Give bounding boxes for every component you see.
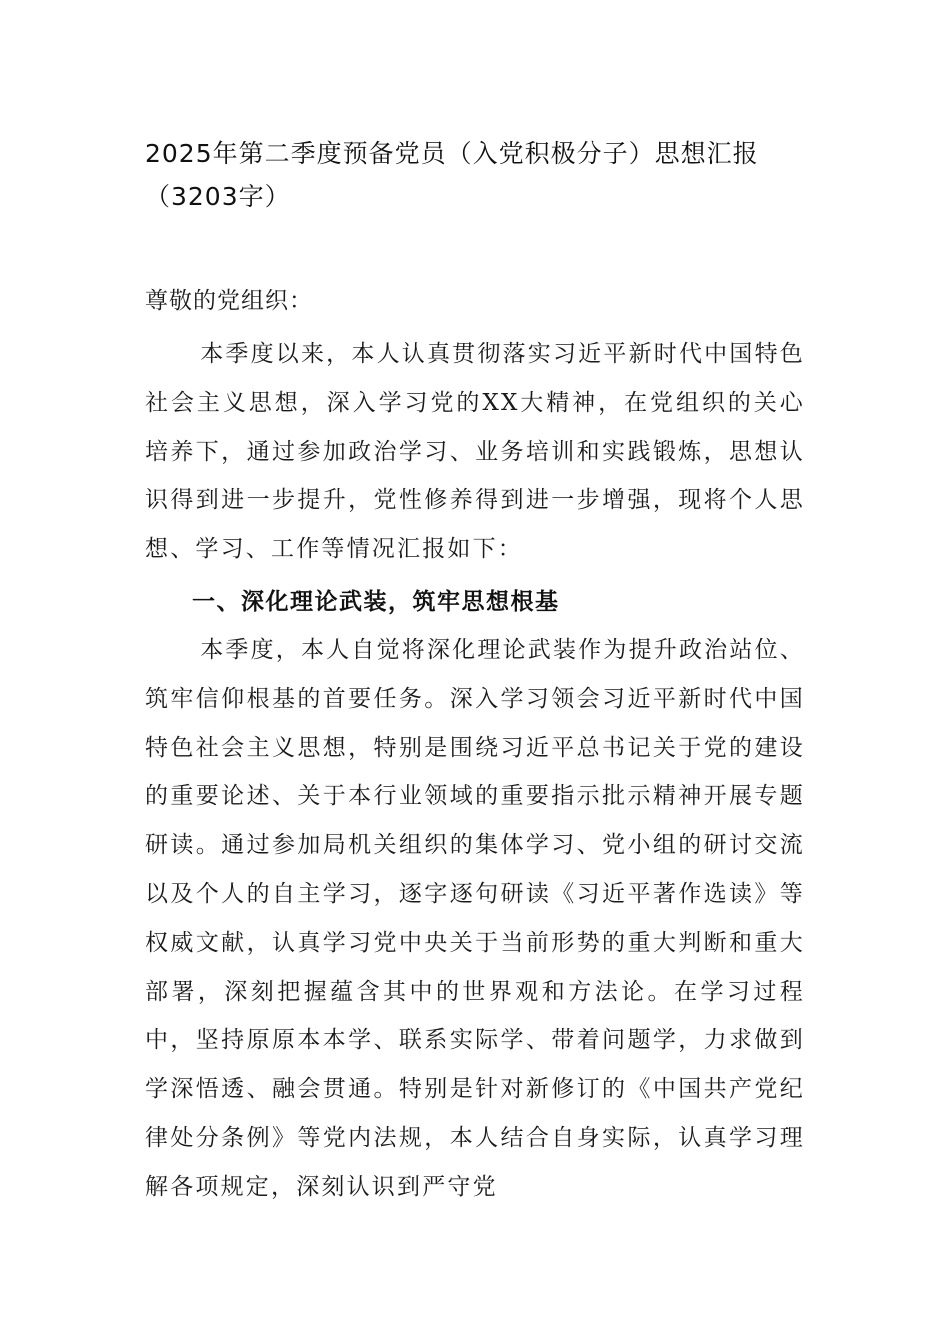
section-heading: 一、深化理论武装，筑牢思想根基: [192, 589, 560, 615]
salutation: 尊敬的党组织：: [145, 288, 313, 314]
intro-paragraph: 本季度以来，本人认真贯彻落实习近平新时代中国特色社会主义思想，深入学习党的XX大精神，在党组织的关心培养下，通过参加政治学习、业务培训和实践锻炼，思想认识得到进一步提升，党性修养得到进一步增强，现将个人思想、学习、工作等情况汇报如下：: [145, 341, 805, 563]
section-paragraph: 本季度，本人自觉将深化理论武装作为提升政治站位、筑牢信仰根基的首要任务。深入学习领会习近平新时代中国特色社会主义思想，特别是围绕习近平总书记关于党的建设的重要论述、关于本行业领域的重要指示批示精神开展专题研读。通过参加局机关组织的集体学习、党小组的研讨交流以及个人的自主学习，逐字逐句研读《习近平著作选读》等权威文献，认真学习党中央关于当前形势的重大判断和重大部署，深刻把握蕴含其中的世界观和方法论。在学习过程中，坚持原原本本学、联系实际学、带着问题学，力求做到学深悟透、融会贯通。特别是针对新修订的《中国共产党纪律处分条例》等党内法规，本人结合自身实际，认真学习理解各项规定，深刻认识到严守党: [145, 637, 805, 1200]
document-title: 2025年第二季度预备党员（入党积极分子）思想汇报（3203字）: [145, 139, 759, 211]
